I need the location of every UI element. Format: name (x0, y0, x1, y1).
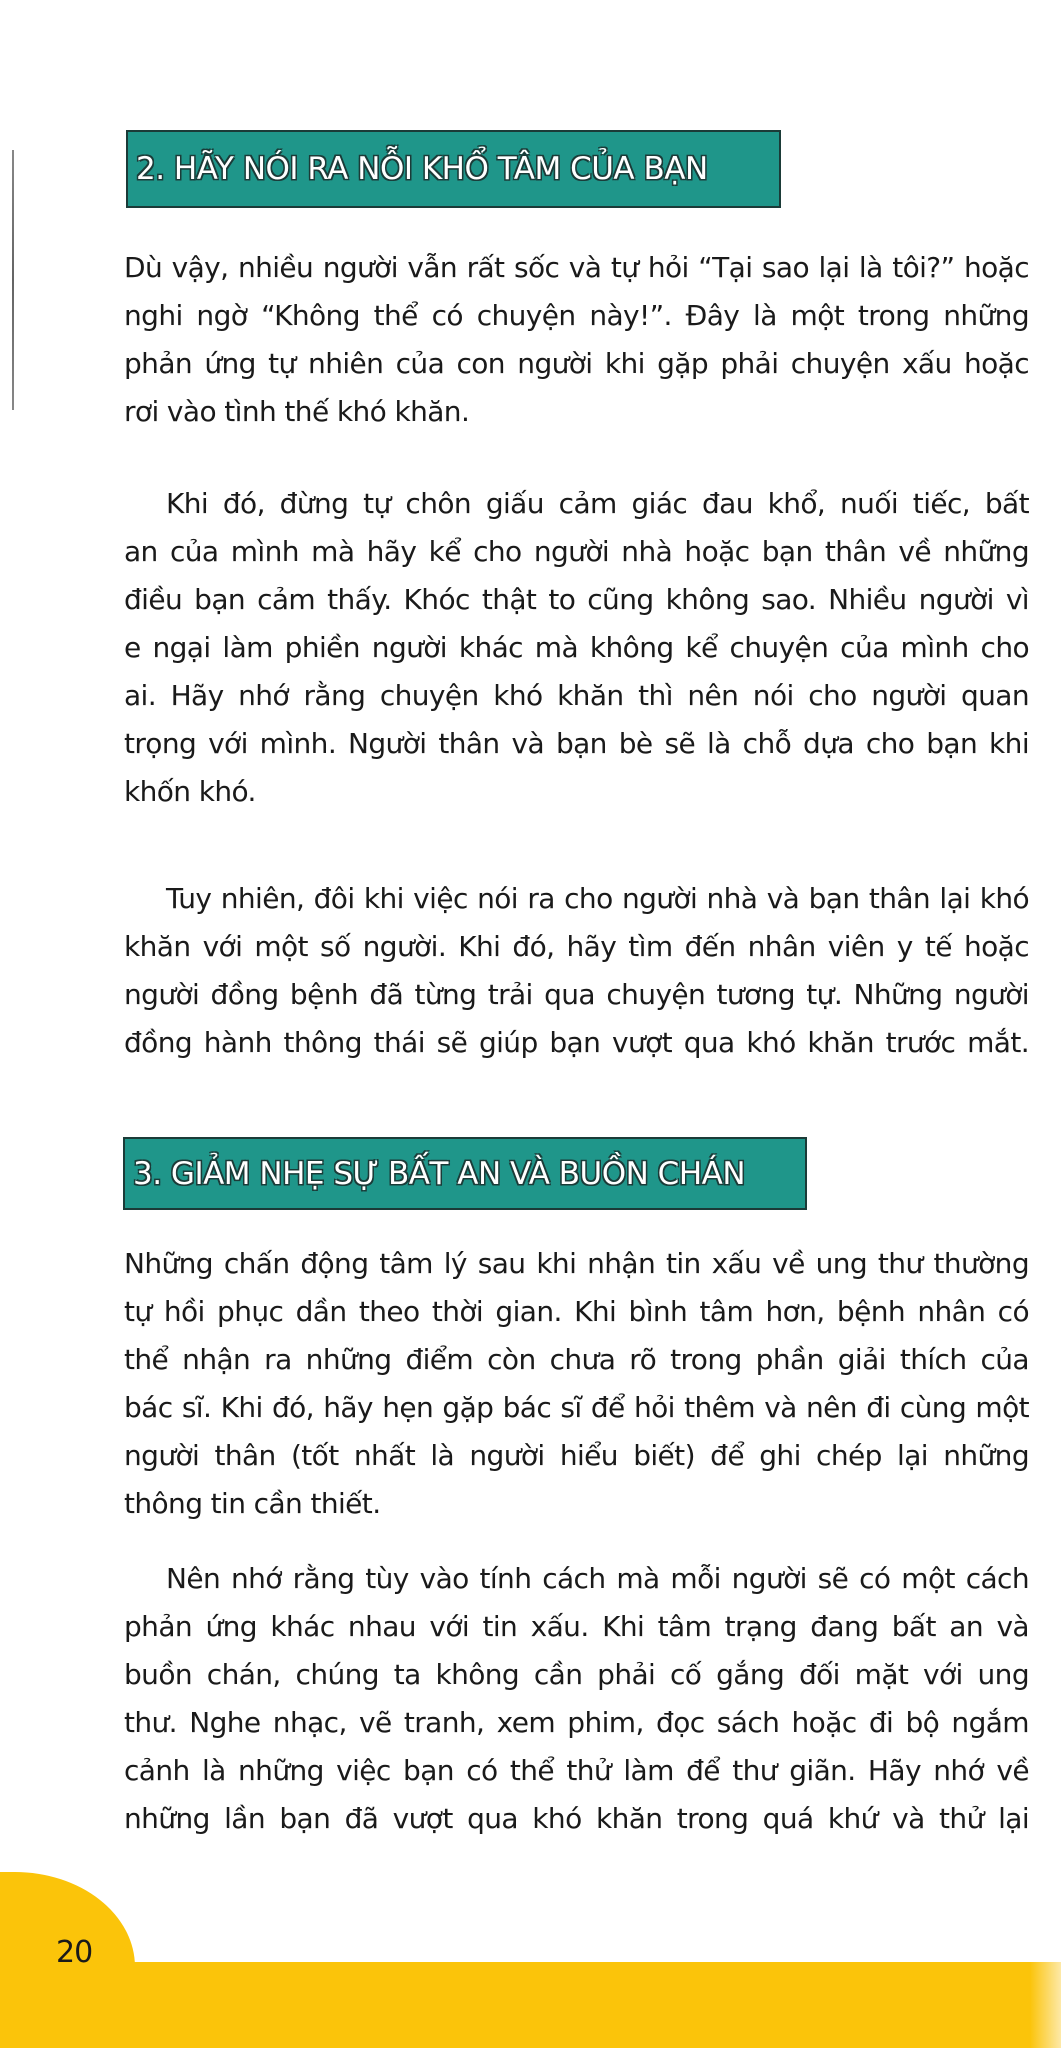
paragraph (124, 1555, 1029, 1843)
text-line: an của mình mà hãy kể cho người nhà hoặc bạn thân về những (124, 535, 1029, 568)
page-binding-edge (12, 150, 14, 410)
text-line: phản ứng khác nhau với tin xấu. Khi tâm trạng đang bất an và (124, 1610, 1029, 1643)
text-line: Khi đó, đừng tự chôn giấu cảm giác đau khổ, nuối tiếc, bất (166, 487, 1029, 520)
text-line: người thân (tốt nhất là người hiểu biết) để ghi chép lại những (124, 1439, 1029, 1472)
text-line: Nên nhớ rằng tùy vào tính cách mà mỗi người sẽ có một cách (166, 1562, 1029, 1595)
text-line: khốn khó. (124, 775, 256, 808)
text-line: rơi vào tình thế khó khăn. (124, 395, 470, 428)
paragraph (124, 244, 1029, 436)
footer-band-edge (1030, 1962, 1061, 2048)
text-line: ai. Hãy nhớ rằng chuyện khó khăn thì nên nói cho người quan (124, 679, 1029, 712)
text-line: điều bạn cảm thấy. Khóc thật to cũng không sao. Nhiều người vì (124, 583, 1029, 616)
text-line: những lần bạn đã vượt qua khó khăn trong quá khứ và thử lại (124, 1802, 1029, 1835)
text-line: nghi ngờ “Không thể có chuyện này!”. Đây là một trong những (124, 299, 1029, 332)
paragraph (124, 875, 1029, 1067)
text-line: buồn chán, chúng ta không cần phải cố gắng đối mặt với ung (124, 1658, 1029, 1691)
footer-band (0, 1962, 1030, 2048)
paragraph (124, 480, 1029, 816)
text-line: bác sĩ. Khi đó, hãy hẹn gặp bác sĩ để hỏi thêm và nên đi cùng một (124, 1391, 1029, 1424)
text-line: phản ứng tự nhiên của con người khi gặp phải chuyện xấu hoặc (124, 347, 1029, 380)
page-number: 20 (56, 1935, 93, 1970)
section-heading-3 (123, 1137, 807, 1210)
text-line: Dù vậy, nhiều người vẫn rất sốc và tự hỏi “Tại sao lại là tôi?” hoặc (124, 251, 1029, 284)
section-heading-text: 2. HÃY NÓI RA NỖI KHỔ TÂM CỦA BẠN (136, 151, 708, 187)
text-line: thể nhận ra những điểm còn chưa rõ trong phần giải thích của (124, 1343, 1029, 1376)
section-heading-2 (126, 130, 781, 208)
text-line: Tuy nhiên, đôi khi việc nói ra cho người nhà và bạn thân lại khó (166, 882, 1029, 915)
text-line: e ngại làm phiền người khác mà không kể chuyện của mình cho (124, 631, 1029, 664)
paragraph (124, 1240, 1029, 1528)
text-line: Những chấn động tâm lý sau khi nhận tin xấu về ung thư thường (124, 1247, 1029, 1280)
text-line: cảnh là những việc bạn có thể thử làm để thư giãn. Hãy nhớ về (124, 1754, 1029, 1787)
section-heading-text: 3. GIẢM NHẸ SỰ BẤT AN VÀ BUỒN CHÁN (133, 1155, 746, 1192)
text-line: tự hồi phục dần theo thời gian. Khi bình tâm hơn, bệnh nhân có (124, 1295, 1029, 1328)
text-line: thư. Nghe nhạc, vẽ tranh, xem phim, đọc sách hoặc đi bộ ngắm (124, 1706, 1029, 1739)
text-line: đồng hành thông thái sẽ giúp bạn vượt qua khó khăn trước mắt. (124, 1026, 1029, 1059)
text-line: người đồng bệnh đã từng trải qua chuyện tương tự. Những người (124, 978, 1029, 1011)
text-line: trọng với mình. Người thân và bạn bè sẽ là chỗ dựa cho bạn khi (124, 727, 1029, 760)
text-line: khăn với một số người. Khi đó, hãy tìm đến nhân viên y tế hoặc (124, 930, 1029, 963)
text-line: thông tin cần thiết. (124, 1487, 381, 1520)
